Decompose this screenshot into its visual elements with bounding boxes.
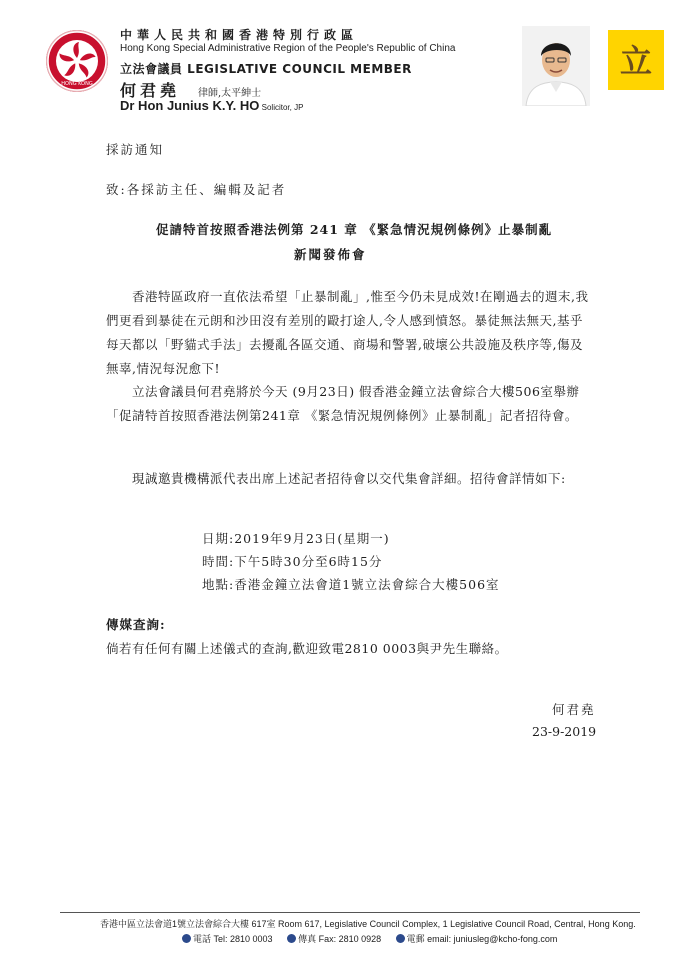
fax-icon (287, 934, 296, 943)
region-name-zh: 中華人民共和國香港特別行政區 (120, 28, 359, 42)
event-date: 日期:2019年9月23日(星期一) (202, 531, 390, 546)
member-role: 立法會議員 LEGISLATIVE COUNCIL MEMBER (120, 62, 412, 76)
member-title-zh: 律師,太平紳士 (198, 88, 262, 99)
logo-glyph: 立 (619, 42, 653, 80)
paragraph-2 (106, 380, 594, 428)
notice-heading: 採訪通知 (106, 142, 165, 157)
letter-date: 23-9-2019 (532, 724, 597, 739)
member-name-en: Dr Hon Junius K.Y. HO (120, 98, 260, 113)
signature: 何君堯 (552, 702, 596, 717)
footer-divider (60, 912, 640, 913)
member-solicitor: Solicitor, JP (259, 103, 304, 112)
logo-icon (608, 30, 664, 90)
footer-phone: 電話 Tel: 2810 0003 (193, 934, 273, 944)
member-name-en-line (120, 98, 303, 113)
footer-fax: 傳真 Fax: 2810 0928 (298, 934, 382, 944)
media-enquiry-heading: 傳媒查詢: (106, 617, 166, 632)
member-portrait (522, 26, 590, 106)
paragraph-1 (106, 285, 594, 381)
party-logo (608, 30, 664, 90)
email-icon (396, 934, 405, 943)
paragraph-2-text: 立法會議員何君堯將於今天 (9月23日) 假香港金鐘立法會綜合大樓506室舉辦「促請特首按照香港法例第241章 《緊急情況規例條例》止暴制亂」記者招待會。 (106, 384, 580, 423)
recipients-line: 致:各採訪主任、編輯及記者 (106, 182, 287, 197)
subject-line-2: 新聞發佈會 (294, 247, 367, 262)
paragraph-3-text: 現誠邀貴機構派代表出席上述記者招待會以交代集會詳細。招待會詳情如下: (132, 471, 566, 486)
emblem-text: HONG KONG (61, 81, 93, 87)
footer-email[interactable]: 電郵 email: juniusleg@kcho-fong.com (406, 934, 558, 944)
event-time: 時間:下午5時30分至6時15分 (202, 554, 383, 569)
paragraph-3 (106, 467, 594, 491)
subject-line-1: 促請特首按照香港法例第 241 章 《緊急情況規例條例》止暴制亂 (156, 222, 553, 237)
media-enquiry-text: 倘若有任何有關上述儀式的查詢,歡迎致電2810 0003與尹先生聯絡。 (106, 641, 508, 656)
footer-contacts (182, 932, 557, 945)
hksar-emblem (46, 30, 108, 92)
portrait-icon (522, 26, 590, 106)
phone-icon (182, 934, 191, 943)
bauhinia-icon (46, 30, 108, 92)
paragraph-1-text: 香港特區政府一直依法希望「止暴制亂」,惟至今仍未見成效!在剛過去的週末,我們更看到暴徒在元朗和沙田沒有差別的毆打途人,令人感到憤怒。暴徒無法無天,基乎每天都以「野貓式手法」去擾亂各區交通、商場和警署,破壞公共設施及秩序等,傷及無辜,情況每況愈下! (106, 289, 589, 376)
event-venue: 地點:香港金鐘立法會道1號立法會綜合大樓506室 (202, 577, 500, 592)
footer-address: 香港中區立法會道1號立法會綜合大樓 617室 Room 617, Legislative Council Complex, 1 Legislative Council Road, Central, Hong Kong. (100, 919, 636, 929)
member-name-zh: 何君堯 (120, 81, 181, 100)
region-name-en: Hong Kong Special Administrative Region of the People's Republic of China (120, 43, 456, 54)
